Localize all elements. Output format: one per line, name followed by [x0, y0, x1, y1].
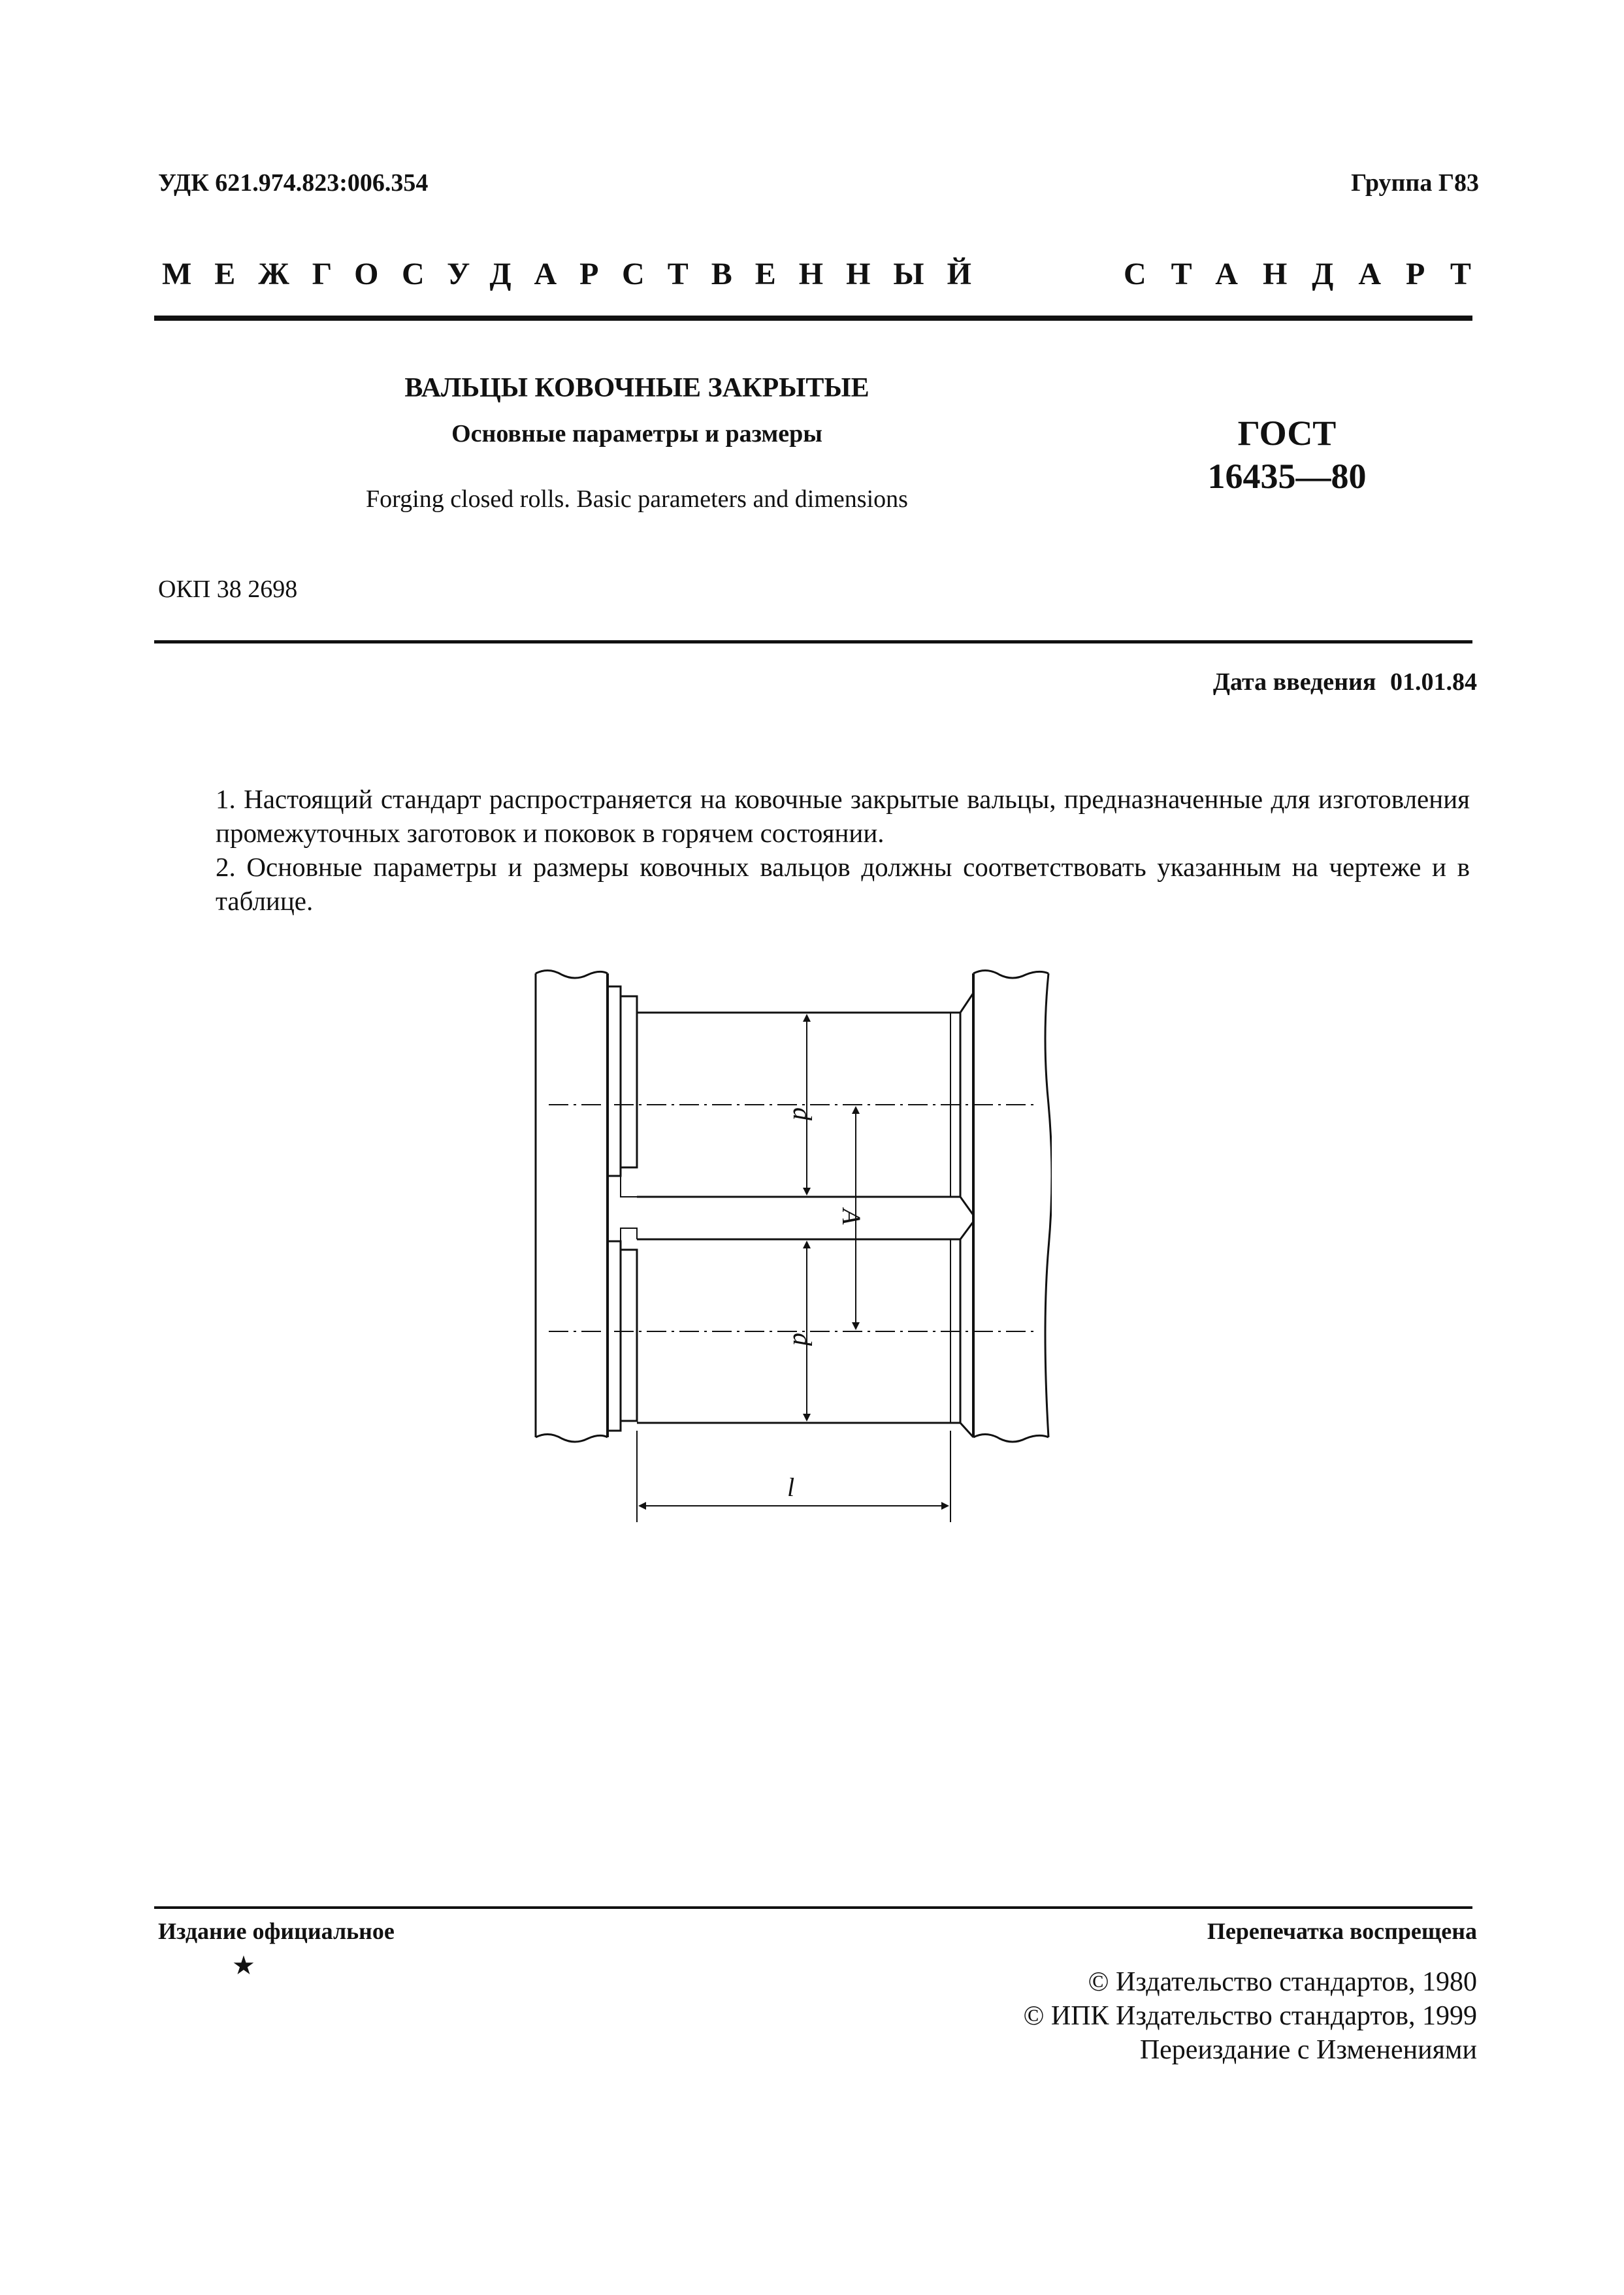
- label-d-upper: d: [788, 1107, 817, 1120]
- gost-number: 16435—80: [1207, 457, 1367, 496]
- rolls-drawing: [523, 960, 1052, 1529]
- category-standard: СТАНДАРТ: [1124, 257, 1496, 291]
- upper-roll-top-edge: [637, 993, 973, 1013]
- gost-designation: [1163, 412, 1411, 498]
- header-rule: [154, 316, 1472, 321]
- left-frame-break-bottom: [536, 1434, 608, 1442]
- reprint-prohibited-label: Перепечатка воспрещена: [1207, 1918, 1477, 1944]
- label-l: l: [787, 1473, 795, 1502]
- rolls-gap: [621, 1176, 637, 1241]
- label-a: A: [837, 1209, 866, 1225]
- udk-code: УДК 621.974.823:006.354: [158, 169, 429, 197]
- label-d-lower: d: [788, 1333, 817, 1346]
- title-block-rule: [154, 640, 1472, 643]
- lower-flange-inner: [621, 1250, 637, 1421]
- reissue-note: Переиздание с Изменениями: [1139, 2035, 1477, 2065]
- paragraph-2: [152, 850, 1470, 918]
- document-subtitle: Основные параметры и размеры: [451, 420, 822, 448]
- upper-roll-bottom-edge: [637, 1197, 973, 1215]
- paragraph-1: [152, 782, 1470, 850]
- right-frame-break-top: [973, 970, 1048, 978]
- right-frame-outer: [1045, 973, 1052, 1437]
- category-interstate: МЕЖГОСУДАРСТВЕННЫЙ: [162, 257, 994, 291]
- document-title-english: Forging closed rolls. Basic parameters and dimensions: [366, 485, 908, 513]
- upper-flange-inner: [621, 996, 637, 1167]
- copyright-1999: © ИПК Издательство стандартов, 1999: [1023, 2001, 1477, 2031]
- official-edition-label: Издание официальное: [158, 1918, 395, 1944]
- group-code: Группа Г83: [1351, 169, 1479, 197]
- introduction-date: [1213, 668, 1477, 696]
- star-icon: ★: [232, 1951, 255, 1980]
- document-title: ВАЛЬЦЫ КОВОЧНЫЕ ЗАКРЫТЫЕ: [404, 373, 869, 403]
- gost-label: ГОСТ: [1237, 414, 1337, 453]
- left-frame-break-top: [536, 970, 608, 978]
- lower-roll-top-edge: [637, 1222, 973, 1239]
- copyright-1980: © Издательство стандартов, 1980: [1088, 1967, 1477, 1997]
- paragraph-2-text: 2. Основные параметры и размеры ковочных вальцов должны соответствовать указанным на чертеже и в таблице.: [216, 852, 1470, 916]
- okp-code: ОКП 38 2698: [158, 576, 298, 603]
- date-label: Дата введения: [1212, 668, 1376, 696]
- date-value: 01.01.84: [1390, 668, 1477, 696]
- footer-rule: [154, 1906, 1472, 1909]
- lower-roll-bottom-edge: [637, 1423, 973, 1437]
- lower-flange-outer: [608, 1241, 621, 1431]
- paragraph-1-text: 1. Настоящий стандарт распространяется на ковочные закрытые вальцы, предназначенные для изготовления промежуточных заготовок и поковок в горячем состоянии.: [216, 784, 1470, 848]
- upper-flange-outer: [608, 986, 621, 1176]
- right-frame-break-bottom: [973, 1434, 1048, 1442]
